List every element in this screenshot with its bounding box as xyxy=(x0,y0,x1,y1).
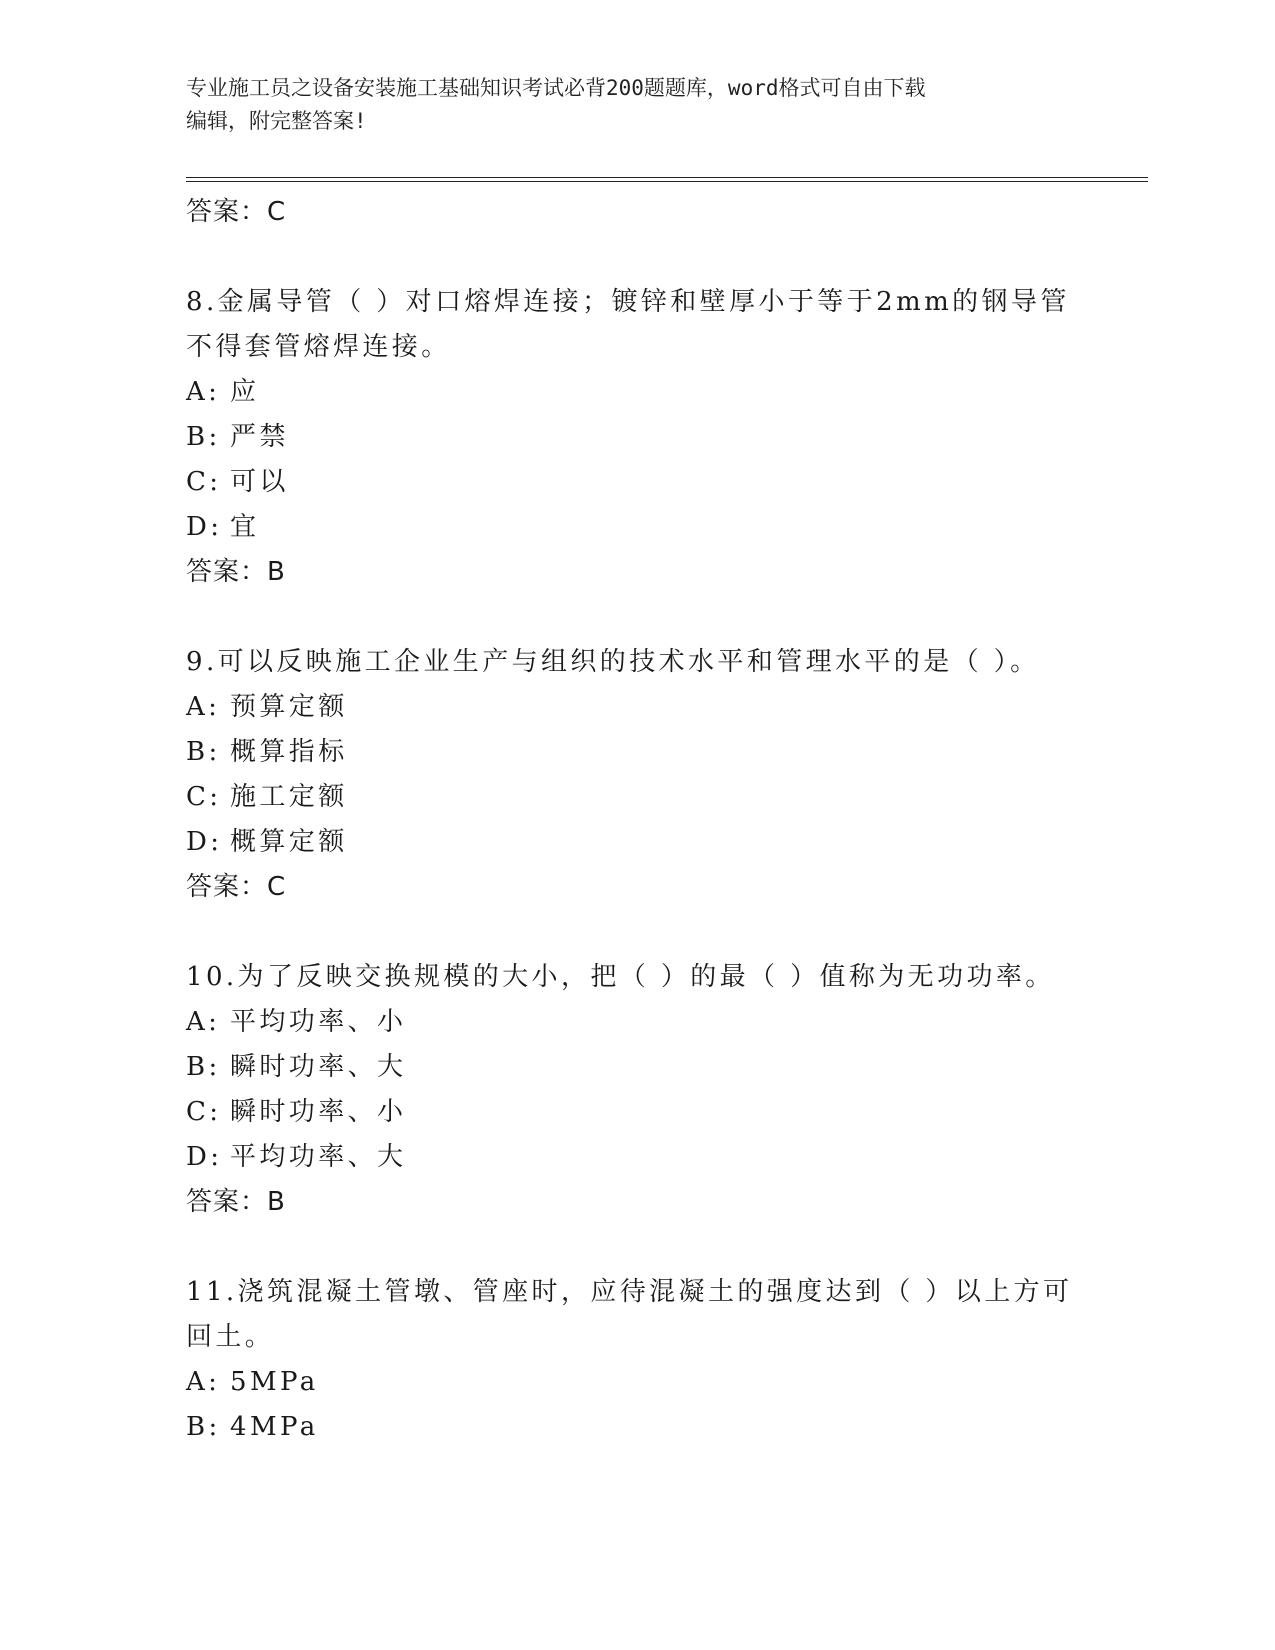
option-text: 概算指标 xyxy=(230,737,348,767)
option-text: 5MPa xyxy=(230,1367,319,1397)
option-letter: B: xyxy=(186,1052,221,1082)
option-letter: C: xyxy=(186,467,222,497)
option-letter: D: xyxy=(186,1142,223,1172)
question-list xyxy=(186,190,1086,1450)
option-text: 宜 xyxy=(230,512,260,542)
answer-value: B xyxy=(267,1187,286,1217)
document-header xyxy=(186,72,1086,138)
option-letter: A: xyxy=(186,1367,221,1397)
option-text: 平均功率、大 xyxy=(230,1142,407,1172)
option-item xyxy=(186,505,1086,550)
answer-label: 答案： xyxy=(186,1187,268,1217)
question-item xyxy=(186,640,1086,685)
answer-label: 答案： xyxy=(186,872,268,902)
option-item xyxy=(186,1405,1086,1450)
option-letter: D: xyxy=(186,827,223,857)
option-item xyxy=(186,730,1086,775)
question-text: 8.金属导管（ ）对口熔焊连接；镀锌和壁厚小于等于2mm的钢导管不得套管熔焊连接。 xyxy=(186,287,1070,362)
answer-label: 答案： xyxy=(186,557,268,587)
option-text: 概算定额 xyxy=(230,827,348,857)
header-line-1: 专业施工员之设备安装施工基础知识考试必背200题题库，word格式可自由下载 xyxy=(186,76,926,100)
answer-line xyxy=(186,865,1086,910)
option-item xyxy=(186,460,1086,505)
option-text: 4MPa xyxy=(230,1412,319,1442)
answer-value: B xyxy=(267,557,286,587)
option-item xyxy=(186,820,1086,865)
option-item xyxy=(186,1360,1086,1405)
header-rule-bottom xyxy=(186,181,1148,182)
answer-value: C xyxy=(267,197,287,227)
option-letter: A: xyxy=(186,1007,221,1037)
option-item xyxy=(186,1135,1086,1180)
question-text: 10.为了反映交换规模的大小，把（ ）的最（ ）值称为无功功率。 xyxy=(186,962,1055,992)
question-text: 9.可以反映施工企业生产与组织的技术水平和管理水平的是（ ）。 xyxy=(186,647,1040,677)
question-item xyxy=(186,280,1086,370)
option-letter: C: xyxy=(186,1097,222,1127)
option-item xyxy=(186,370,1086,415)
option-letter: D: xyxy=(186,512,223,542)
option-letter: B: xyxy=(186,1412,221,1442)
answer-line xyxy=(186,550,1086,595)
answer-value: C xyxy=(267,872,287,902)
option-text: 严禁 xyxy=(230,422,289,452)
option-item xyxy=(186,1045,1086,1090)
answer-line xyxy=(186,1180,1086,1225)
option-text: 可以 xyxy=(230,467,289,497)
option-letter: C: xyxy=(186,782,222,812)
option-letter: B: xyxy=(186,737,221,767)
header-rule-top xyxy=(186,177,1148,178)
option-item xyxy=(186,685,1086,730)
option-letter: A: xyxy=(186,377,221,407)
option-text: 瞬时功率、小 xyxy=(230,1097,407,1127)
option-item xyxy=(186,775,1086,820)
option-item xyxy=(186,1090,1086,1135)
question-text: 11.浇筑混凝土管墩、管座时，应待混凝土的强度达到（ ）以上方可回土。 xyxy=(186,1277,1073,1352)
option-text: 施工定额 xyxy=(230,782,348,812)
option-letter: A: xyxy=(186,692,221,722)
option-item xyxy=(186,1000,1086,1045)
answer-line xyxy=(186,190,1086,235)
answer-label: 答案： xyxy=(186,197,268,227)
option-text: 应 xyxy=(230,377,260,407)
option-text: 瞬时功率、大 xyxy=(230,1052,407,1082)
question-item xyxy=(186,1270,1086,1360)
question-item xyxy=(186,955,1086,1000)
option-letter: B: xyxy=(186,422,221,452)
option-text: 平均功率、小 xyxy=(230,1007,407,1037)
option-item xyxy=(186,415,1086,460)
header-line-2: 编辑，附完整答案! xyxy=(186,109,367,133)
option-text: 预算定额 xyxy=(230,692,348,722)
